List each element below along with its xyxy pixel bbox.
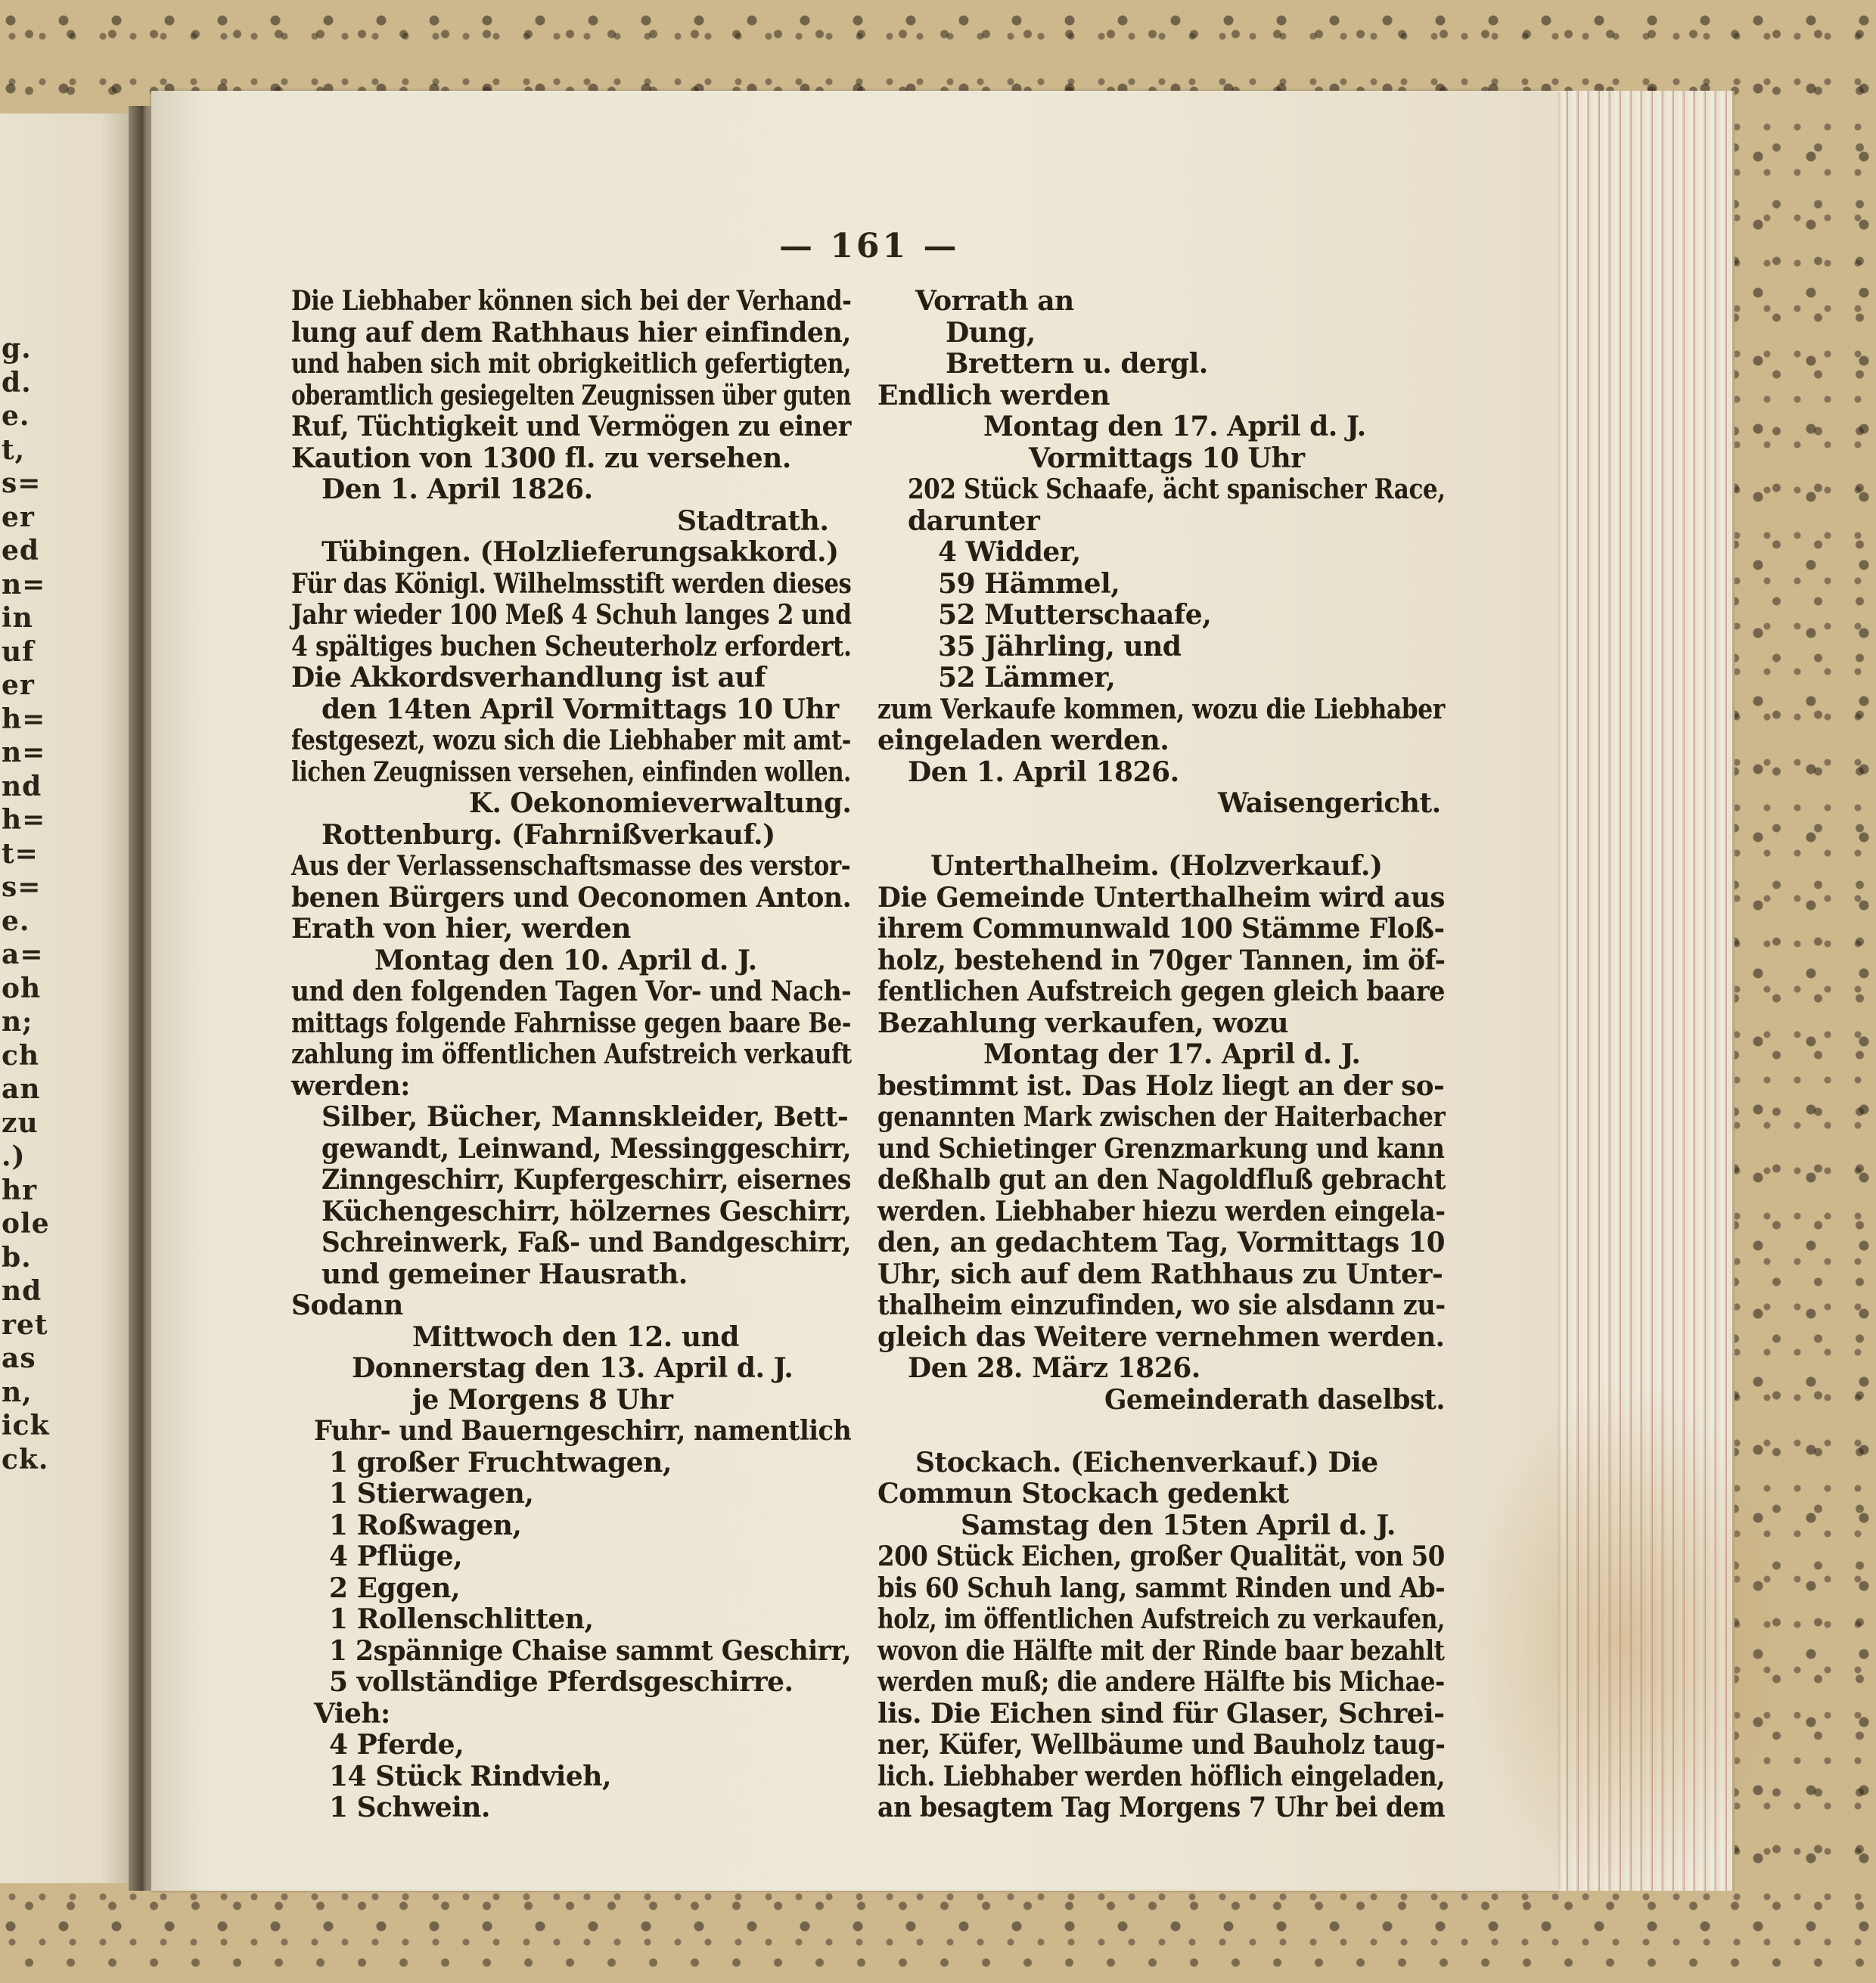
text-line: wovon die Hälfte mit der Rinde baar bezahlt: [877, 1634, 1445, 1667]
text-line: Ruf, Tüchtigkeit und Vermögen zu einer: [291, 411, 851, 442]
text-line: 59 Hämmel,: [938, 567, 1120, 600]
water-stain: [1468, 1376, 1785, 1906]
left-page-fragment: e.: [2, 400, 30, 432]
text-line: 4 Pferde,: [329, 1729, 464, 1761]
text-line: fentlichen Aufstreich gegen gleich baare: [877, 976, 1445, 1007]
text-line: werden. Liebhaber hiezu werden eingela-: [877, 1195, 1446, 1227]
text-line: Uhr, sich auf dem Rathhaus zu Unter-: [877, 1258, 1443, 1290]
text-line: Bezahlung verkaufen, wozu: [877, 1007, 1288, 1039]
text-line: Vormittags 10 Uhr: [1029, 442, 1305, 474]
text-line: Fuhr- und Bauerngeschirr, namentlich: [314, 1415, 852, 1447]
left-page-fragment: ole: [2, 1208, 50, 1240]
text-line: ner, Küfer, Wellbäume und Bauholz taug-: [877, 1729, 1446, 1761]
text-line: Montag den 17. April d. J.: [983, 411, 1366, 442]
text-line: Unterthalheim. (Holzverkauf.): [930, 850, 1383, 882]
text-line: Für das Königl. Wilhelmsstift werden dieses: [291, 567, 852, 600]
left-page-fragment: s=: [2, 871, 42, 903]
left-page-fragment: n;: [2, 1006, 33, 1038]
text-line: Aus der Verlassenschaftsmasse des verstor-: [291, 850, 851, 882]
text-line: K. Oekonomieverwaltung.: [469, 787, 852, 819]
left-page-fragment: s=: [2, 467, 42, 499]
text-line: Die Akkordsverhandlung ist auf: [291, 662, 766, 694]
text-line: und Schietinger Grenzmarkung und kann: [877, 1132, 1445, 1165]
text-line: oberamtlich gesiegelten Zeugnissen über guten: [291, 379, 851, 411]
text-line: Mittwoch den 12. und: [412, 1320, 739, 1353]
text-line: Zinngeschirr, Kupfergeschirr, eisernes: [321, 1164, 851, 1196]
text-line: Tübingen. (Holzlieferungsakkord.): [321, 536, 839, 568]
text-line: 2 Eggen,: [329, 1572, 460, 1604]
left-page-fragment: oh: [2, 972, 42, 1004]
left-page-fragment: as: [2, 1342, 36, 1374]
text-line: den 14ten April Vormittags 10 Uhr: [321, 693, 839, 725]
left-page-fragment: b.: [2, 1241, 32, 1274]
text-line: 1 großer Fruchtwagen,: [329, 1446, 672, 1479]
left-page-fragment: zu: [2, 1106, 39, 1139]
text-line: Den 1. April 1826.: [321, 473, 593, 505]
left-page-fragment: t,: [2, 433, 26, 466]
text-line: Kaution von 1300 fl. zu versehen.: [291, 442, 791, 474]
left-page-fragment: d.: [2, 366, 32, 399]
text-line: 1 Roßwagen,: [329, 1509, 522, 1541]
text-line: Endlich werden: [877, 379, 1110, 411]
text-line: holz, bestehend in 70ger Tannen, im öf-: [877, 944, 1446, 976]
text-line: Sodann: [291, 1289, 403, 1321]
left-page-fragment: nd: [2, 770, 42, 802]
left-page-fragment: a=: [2, 939, 44, 970]
text-line: 4 Pflüge,: [329, 1541, 463, 1572]
left-page-fragment: ick: [2, 1410, 50, 1441]
text-line: Gemeinderath daselbst.: [1104, 1383, 1445, 1416]
text-line: Commun Stockach gedenkt: [877, 1478, 1289, 1510]
text-line: Vieh:: [314, 1697, 390, 1730]
text-line: werden:: [291, 1069, 410, 1102]
text-line: Silber, Bücher, Mannskleider, Bett-: [321, 1101, 849, 1133]
left-page-fragment: an: [2, 1073, 41, 1105]
left-page-fragment: hr: [2, 1174, 38, 1206]
text-line: gleich das Weitere vernehmen werden.: [877, 1320, 1445, 1353]
text-line: Jahr wieder 100 Meß 4 Schuh langes 2 und: [291, 599, 852, 631]
page-number: — 161 —: [779, 227, 960, 265]
text-line: lich. Liebhaber werden höflich eingeladen,: [877, 1760, 1445, 1792]
text-line: Stockach. (Eichenverkauf.) Die: [915, 1446, 1378, 1479]
text-line: zahlung im öffentlichen Aufstreich verkauft: [291, 1038, 852, 1070]
text-line: Donnerstag den 13. April d. J.: [352, 1352, 794, 1384]
text-line: 202 Stück Schaafe, ächt spanischer Race,: [908, 473, 1446, 505]
left-page-fragment: .): [2, 1140, 26, 1172]
text-line: genannten Mark zwischen der Haiterbacher: [877, 1101, 1446, 1133]
text-line: 5 vollständige Pferdsgeschirre.: [329, 1666, 794, 1698]
text-line: Samstag den 15ten April d. J.: [961, 1509, 1396, 1541]
text-line: Vorrath an: [915, 285, 1074, 317]
text-line: 4 spältiges buchen Scheuterholz erfordert.: [291, 630, 852, 663]
text-line: lung auf dem Rathhaus hier einfinden,: [291, 316, 851, 349]
left-page-fragment: n=: [2, 568, 46, 600]
text-line: gewandt, Leinwand, Messinggeschirr,: [321, 1132, 851, 1165]
left-page-fragment: er: [2, 669, 35, 701]
text-line: thalheim einzufinden, wo sie alsdann zu-: [877, 1289, 1446, 1321]
left-page-fragment: ck.: [2, 1443, 49, 1476]
text-line: zum Verkaufe kommen, wozu die Liebhaber: [877, 693, 1445, 725]
text-line: benen Bürgers und Oeconomen Anton.: [291, 881, 852, 914]
text-line: Schreinwerk, Faß- und Bandgeschirr,: [321, 1227, 851, 1258]
text-line: Rottenburg. (Fahrnißverkauf.): [321, 818, 775, 851]
text-line: an besagtem Tag Morgens 7 Uhr bei dem: [877, 1792, 1446, 1823]
text-line: Dung,: [946, 316, 1036, 349]
text-line: Brettern u. dergl.: [946, 348, 1208, 380]
left-page-fragment: uf: [2, 635, 35, 668]
text-line: 200 Stück Eichen, großer Qualität, von 50: [877, 1541, 1445, 1572]
text-line: bis 60 Schuh lang, sammt Rinden und Ab-: [877, 1572, 1446, 1604]
text-line: 14 Stück Rindvieh,: [329, 1760, 611, 1792]
left-page-fragment: ret: [2, 1308, 48, 1341]
text-line: 1 Schwein.: [329, 1792, 490, 1823]
left-page-fragment: e.: [2, 905, 30, 937]
text-line: 1 Rollenschlitten,: [329, 1603, 594, 1635]
text-line: Die Liebhaber können sich bei der Verhand-: [291, 285, 852, 317]
text-line: 35 Jährling, und: [938, 630, 1182, 663]
text-line: eingeladen werden.: [877, 725, 1169, 756]
text-line: Montag den 10. April d. J.: [374, 944, 757, 976]
text-line: Erath von hier, werden: [291, 913, 631, 945]
left-page-fragment: nd: [2, 1275, 42, 1307]
text-line: Die Gemeinde Unterthalheim wird aus: [877, 881, 1445, 914]
left-page-fragment: n=: [2, 737, 46, 768]
left-page: [0, 113, 144, 1883]
text-line: Stadtrath.: [677, 504, 829, 537]
left-page-fragment: ch: [2, 1039, 40, 1072]
left-page-fragment: er: [2, 501, 35, 533]
left-page-fragment: in: [2, 602, 33, 634]
text-line: darunter: [908, 504, 1040, 537]
text-line: 52 Mutterschaafe,: [938, 599, 1212, 631]
text-line: 52 Lämmer,: [938, 662, 1116, 694]
text-line: mittags folgende Fahrnisse gegen baare Be-: [291, 1007, 852, 1039]
left-page-fragment: h=: [2, 703, 46, 735]
text-line: den, an gedachtem Tag, Vormittags 10: [877, 1227, 1446, 1258]
left-page-fragment: g.: [2, 333, 32, 365]
text-line: Montag der 17. April d. J.: [983, 1038, 1361, 1070]
text-line: ihrem Communwald 100 Stämme Floß-: [877, 913, 1445, 945]
left-page-fragment: ed: [2, 535, 40, 566]
text-line: deßhalb gut an den Nagoldfluß gebracht: [877, 1164, 1446, 1196]
text-line: je Morgens 8 Uhr: [412, 1383, 673, 1416]
text-line: festgesezt, wozu sich die Liebhaber mit amt-: [291, 725, 851, 756]
text-line: bestimmt ist. Das Holz liegt an der so-: [877, 1069, 1445, 1102]
text-line: lichen Zeugnissen versehen, einfinden wollen.: [291, 756, 851, 788]
text-line: lis. Die Eichen sind für Glaser, Schrei-: [877, 1697, 1445, 1730]
text-line: Küchengeschirr, hölzernes Geschirr,: [321, 1195, 852, 1227]
text-line: und haben sich mit obrigkeitlich gefertigten,: [291, 348, 852, 380]
text-line: und gemeiner Hausrath.: [321, 1258, 688, 1290]
left-page-fragment: h=: [2, 804, 46, 836]
text-line: 4 Widder,: [938, 536, 1081, 568]
text-line: werden muß; die andere Hälfte bis Michae-: [877, 1666, 1445, 1698]
left-page-fragment: t=: [2, 837, 39, 870]
text-line: 1 Stierwagen,: [329, 1478, 534, 1510]
text-line: Den 28. März 1826.: [908, 1352, 1200, 1384]
text-line: holz, im öffentlichen Aufstreich zu verkaufen,: [877, 1603, 1445, 1635]
text-line: Waisengericht.: [1218, 787, 1441, 819]
text-line: 1 2spännige Chaise sammt Geschirr,: [329, 1634, 852, 1667]
left-page-fragment: n,: [2, 1376, 33, 1408]
text-line: und den folgenden Tagen Vor- und Nach-: [291, 976, 852, 1007]
text-line: Den 1. April 1826.: [908, 756, 1179, 788]
